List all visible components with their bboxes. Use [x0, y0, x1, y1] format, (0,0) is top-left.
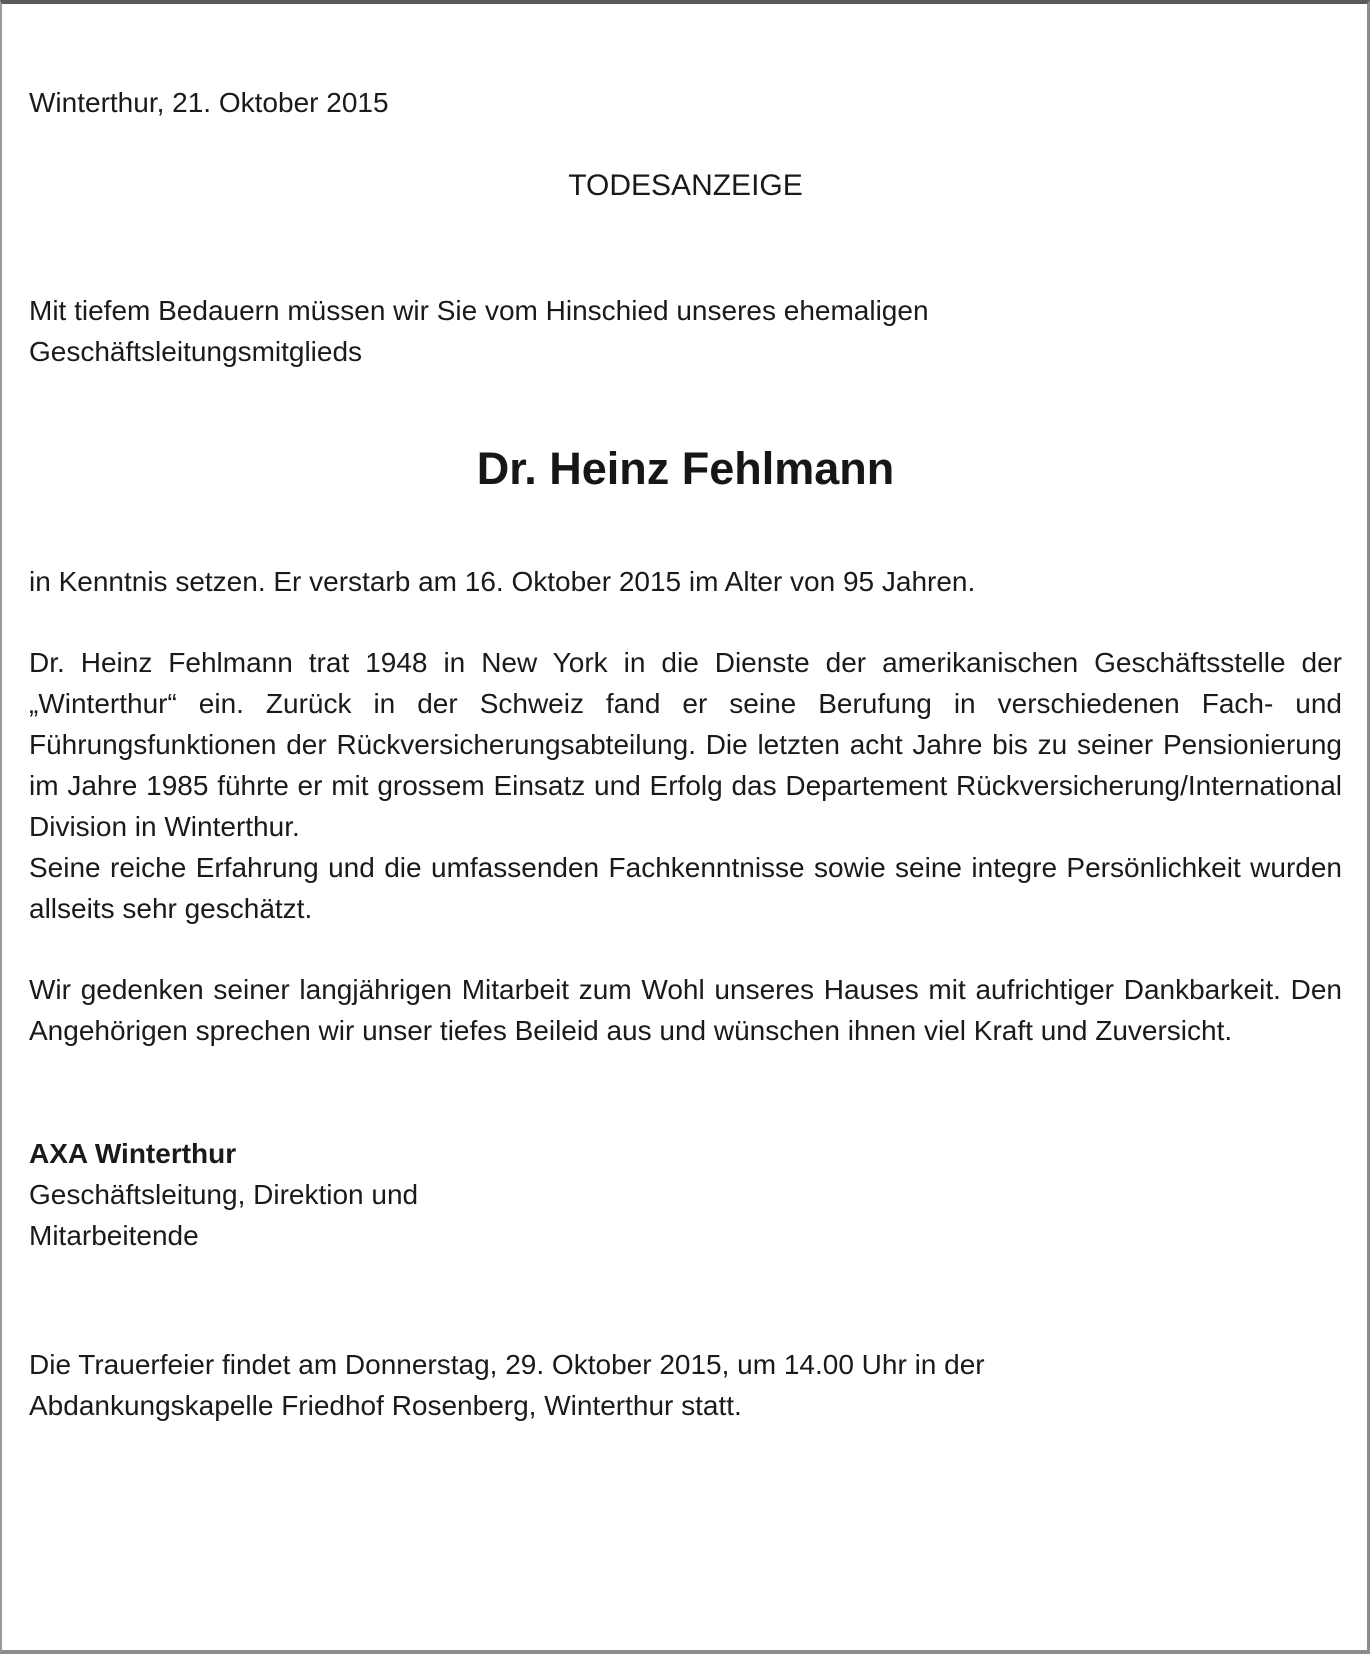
- funeral-line-2: Abdankungskapelle Friedhof Rosenberg, Winterthur statt.: [29, 1390, 742, 1421]
- funeral-line-1: Die Trauerfeier findet am Donnerstag, 29. Oktober 2015, um 14.00 Uhr in der: [29, 1349, 985, 1380]
- deceased-name: Dr. Heinz Fehlmann: [476, 443, 895, 494]
- signature-line-2: Geschäftsleitung, Direktion und: [29, 1179, 419, 1210]
- notice-title: TODESANZEIGE: [568, 169, 803, 202]
- intro-line-2: Geschäftsleitungsmitglieds: [29, 336, 363, 367]
- death-info: in Kenntnis setzen. Er verstarb am 16. Oktober 2015 im Alter von 95 Jahren.: [29, 566, 976, 597]
- dateline: Winterthur, 21. Oktober 2015: [29, 87, 389, 118]
- gratitude-paragraph: Wir gedenken seiner langjährigen Mitarbeit zum Wohl unseres Hauses mit aufrichtiger Dankbarkeit. Den Angehörigen sprechen wir unser tiefes Beileid aus und wünschen ihnen viel Kraft und Zuversicht.: [29, 974, 1342, 1046]
- intro-paragraph: [29, 290, 1342, 372]
- intro-line-1: Mit tiefem Bedauern müssen wir Sie vom Hinschied unseres ehemaligen: [29, 295, 929, 326]
- biography-paragraph-1: Dr. Heinz Fehlmann trat 1948 in New York in die Dienste der amerikanischen Geschäftsstelle der „Winterthur“ ein. Zurück in der Schweiz fand er seine Berufung in verschiedenen Fach- und Führungsfunktionen der Rückversicherungsabteilung. Die letzten acht Jahre bis zu seiner Pensionierung im Jahre 1985 führte er mit grossem Einsatz und Erfolg das Departement Rückversicherung/International Division in Winterthur.: [29, 647, 1342, 842]
- signature-block: [29, 1133, 1342, 1256]
- funeral-info: [29, 1344, 1342, 1426]
- signature-line-3: Mitarbeitende: [29, 1220, 199, 1251]
- biography-paragraph-2: Seine reiche Erfahrung und die umfassenden Fachkenntnisse sowie seine integre Persönlichkeit wurden allseits sehr geschätzt.: [29, 852, 1342, 924]
- signature-company: AXA Winterthur: [29, 1138, 237, 1169]
